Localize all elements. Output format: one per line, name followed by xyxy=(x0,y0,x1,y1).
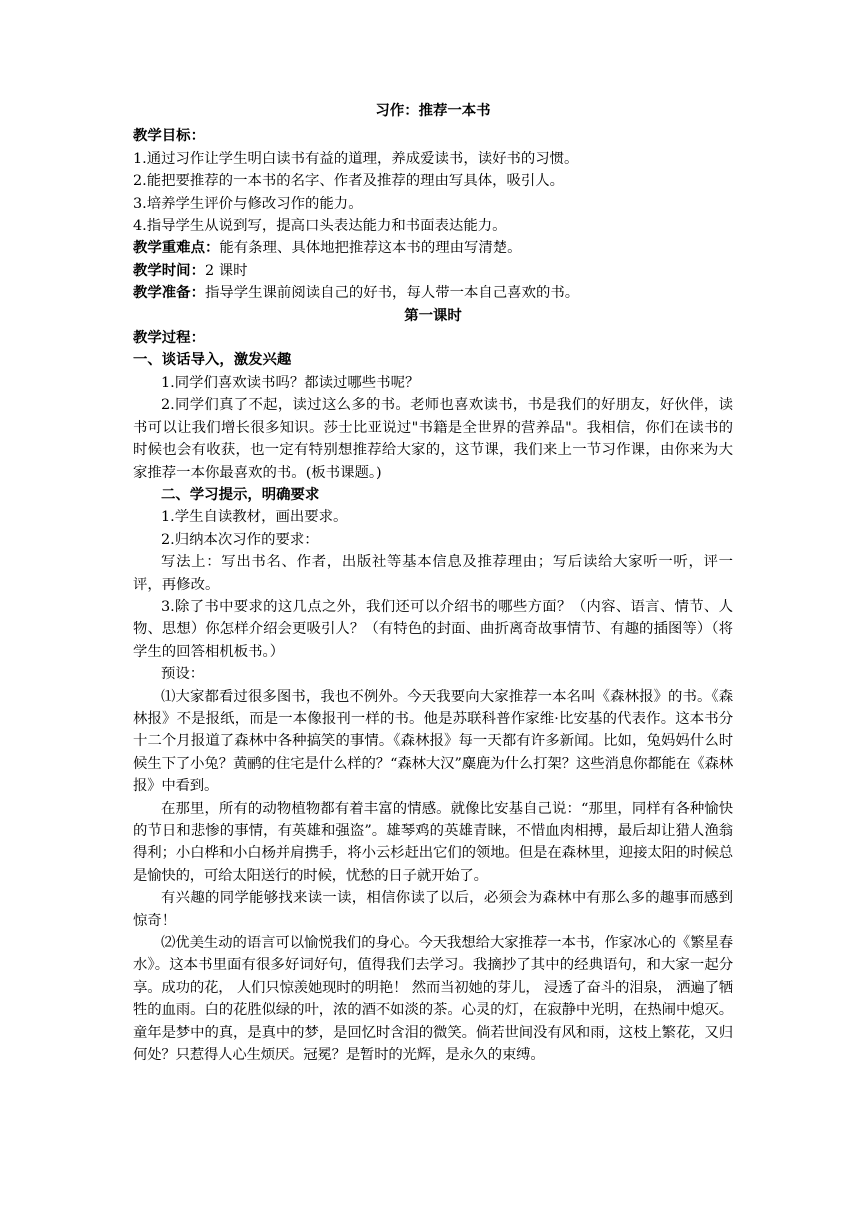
example-1-paragraph-3: 有兴趣的同学能够找来读一读，相信你读了以后，必须会为森林中有那么多的趣事而感到惊奇！ xyxy=(133,890,733,929)
process-heading: 教学过程： xyxy=(133,329,205,347)
objective-item-1: 1.通过习作让学生明白读书有益的道理，养成爱读书，读好书的习惯。 xyxy=(133,150,579,167)
teaching-prep-line xyxy=(133,282,733,304)
objectives-heading: 教学目标： xyxy=(133,127,205,145)
teaching-prep-text: 指导学生课前阅读自己的好书，每人带一本自己喜欢的书。 xyxy=(204,285,580,302)
document-body xyxy=(133,100,733,1066)
example-1-paragraph-2: 在那里，所有的动物植物都有着丰富的情感。就像比安基自己说：“那里，同样有各种愉快的节日和悲惨的事情，有英雄和强盗”。雄琴鸡的英雄青睐，不惜血肉相搏，最后却让猎人渔翁得利；小白桦和小白杨并肩携手，将小云杉赶出它们的领地。但是在森林里，迎接太阳的时候总是愉快的，可给太阳送行的时候，忧愁的日子就开始了。 xyxy=(133,800,733,884)
section-2-paragraph-3: 写法上：写出书名、作者，出版社等基本信息及推荐理由；写后读给大家听一听，评一评，再修改。 xyxy=(133,554,733,593)
section-1-heading: 一、谈话导入，激发兴趣 xyxy=(133,351,292,369)
teaching-time-text: 2 课时 xyxy=(204,262,248,279)
example-2-paragraph-1: ⑵优美生动的语言可以愉悦我们的身心。今天我想给大家推荐一本书，作家冰心的《繁星春水》。这本书里面有很多好词好句，值得我们去学习。我摘抄了其中的经典语句，和大家一起分享。成功的花， 人们只惊羡她现时的明艳！ 然而当初她的芽儿， 浸透了奋斗的泪泉， 洒遍了牺牲的血雨。白的花胜似绿的叶，浓的酒不如淡的茶。心灵的灯，在寂静中光明，在热闹中熄灭。童年是梦中的真，是真中的梦，是回忆时含泪的微笑。倘若世间没有风和雨，这枝上繁花，又归何处？只惹得人心生烦厌。冠冕？是暂时的光辉，是永久的束缚。 xyxy=(133,935,733,1064)
objective-item-4: 4.指导学生从说到写，提高口头表达能力和书面表达能力。 xyxy=(133,218,507,235)
section-1-paragraph-1: 1.同学们喜欢读书吗？都读过哪些书呢？ xyxy=(161,374,420,391)
section-2-paragraph-1: 1.学生自读教材，画出要求。 xyxy=(161,509,348,526)
example-1-paragraph-1: ⑴大家都看过很多图书，我也不例外。今天我要向大家推荐一本名叫《森林报》的书。《森林报》不是报纸，而是一本像报刊一样的书。他是苏联科普作家维·比安基的代表作。这本书分十二个月报道了森林中各种搞笑的事情。《森林报》每一天都有许多新闻。比如，兔妈妈什么时候生下了小兔？黄鹂的住宅是什么样的？“森林大汉”麋鹿为什么打架？这些消息你都能在《森林报》中看到。 xyxy=(133,688,733,795)
teaching-time-label: 教学时间： xyxy=(133,261,205,279)
document-title: 习作：推荐一本书 xyxy=(375,102,491,119)
teaching-prep-label: 教学准备： xyxy=(133,284,205,302)
section-1-paragraph-2: 2.同学们真了不起，读过这么多的书。老师也喜欢读书，书是我们的好朋友，好伙伴，读书可以让我们增长很多知识。莎士比亚说过"书籍是全世界的营养品"。我相信，你们在读书的时候也会有收获，也一定有特别想推荐给大家的，这节课，我们来上一节习作课，由你来为大家推荐一本你最喜欢的书。(板书课题。) xyxy=(133,397,733,481)
key-difficulty-text: 能有条理、具体地把推荐这本书的理由写清楚。 xyxy=(219,240,522,257)
section-2-heading: 二、学习提示，明确要求 xyxy=(161,485,320,503)
preset-label: 预设： xyxy=(161,666,205,683)
objective-item-3: 3.培养学生评价与修改习作的能力。 xyxy=(133,195,363,212)
key-difficulty-label: 教学重难点： xyxy=(133,239,220,257)
section-2-paragraph-4: 3.除了书中要求的这几点之外，我们还可以介绍书的哪些方面？（内容、语言、情节、人物、思想）你怎样介绍会更吸引人？（有特色的封面、曲折离奇故事情节、有趣的插图等）（将学生的回答相机板书。） xyxy=(133,598,733,660)
teaching-time-line xyxy=(133,260,733,282)
objective-item-2: 2.能把要推荐的一本书的名字、作者及推荐的理由写具体，吸引人。 xyxy=(133,173,565,190)
section-2-paragraph-2: 2.归纳本次习作的要求： xyxy=(161,531,319,548)
lesson-heading: 第一课时 xyxy=(404,306,462,324)
key-difficulty-line xyxy=(133,237,733,259)
